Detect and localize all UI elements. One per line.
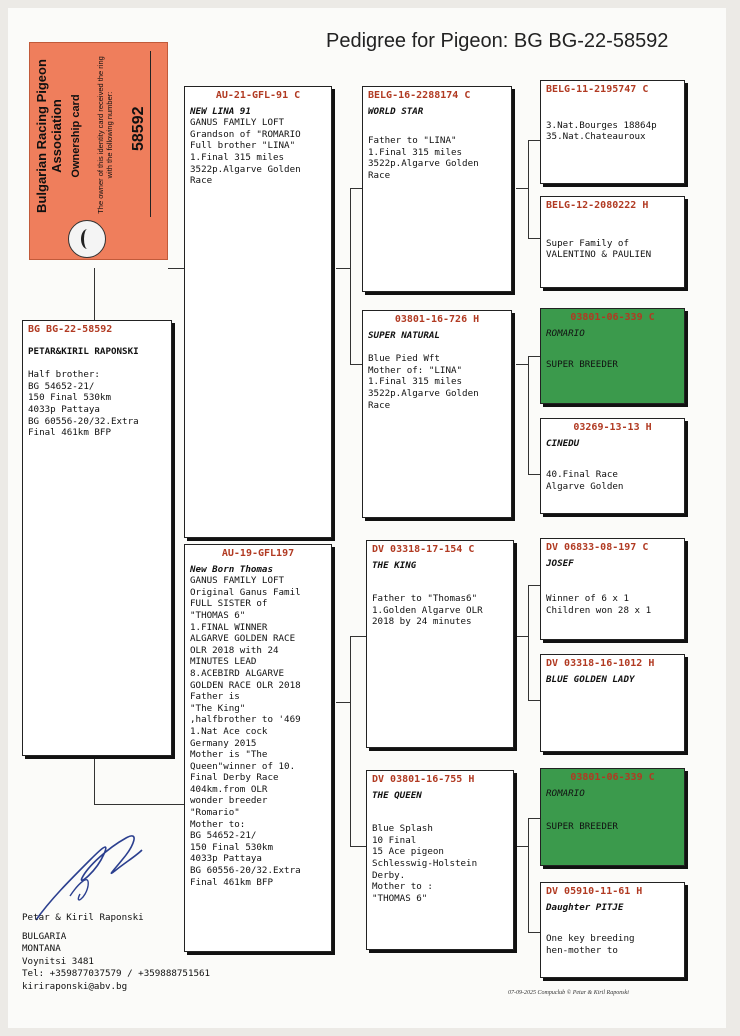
connector xyxy=(528,585,529,700)
pigeon-name: CINEDU xyxy=(546,437,580,449)
dam-sire-dam-box xyxy=(540,654,685,752)
sire-dam-box xyxy=(362,310,512,518)
dam-sire-sire-box xyxy=(540,538,685,640)
ring-number: BELG-12-2080222 H xyxy=(546,200,649,211)
ring-number: AU-21-GFL-91 C xyxy=(215,90,301,101)
pigeon-notes: GANUS FAMILY LOFT Grandson of "ROMARIO Full brother "LINA" 1.Final 315 miles 3522p.Algarve Golden Race xyxy=(190,117,301,187)
breeder-email: kiriraponski@abv.bg xyxy=(22,980,128,992)
pigeon-name: ROMARIO xyxy=(546,327,585,339)
pigeon-notes: Blue Pied Wft Mother of: "LINA" 1.Final 315 miles 3522p.Algarve Golden Race xyxy=(368,353,479,411)
ring-number: 03801-06-339 C xyxy=(570,772,655,783)
connector xyxy=(94,758,95,804)
pigeon-notes: Super Family of VALENTINO & PAULIEN xyxy=(546,237,652,261)
breeder-country: BULGARIA xyxy=(22,930,67,942)
ring-number: DV 03801-16-755 H xyxy=(372,774,475,785)
breeder-region: MONTANA xyxy=(22,943,61,955)
pigeon-notes: GANUS FAMILY LOFT Original Ganus Famil FULL SISTER of "THOMAS 6" 1.FINAL WINNER ALGARVE GOLDEN RACE OLR 2018 with 24 MINUTES LEAD 8.ACEBIRD ALGARVE GOLDEN RACE OLR 2018 Father is "The King" ,halfbrother to '469 1.Nat Ace cock Germany 2015 Mother is "The Queen"winner of 10. Final Derby Race 404km.from OLR wonder breeder "Romario" Mother to: BG 54652-21/ 150 Final 530km 4033p Pattaya BG 60556-20/32.Extra Final 461km BFP xyxy=(190,575,301,888)
ring-number: DV 03318-17-154 C xyxy=(372,544,475,555)
pigeon-notes: 3.Nat.Bourges 18864p 35.Nat.Chateauroux xyxy=(546,119,657,143)
dam-dam-dam-box xyxy=(540,882,685,978)
connector xyxy=(94,804,184,805)
sire-box xyxy=(184,86,332,538)
connector xyxy=(528,356,529,474)
pigeon-name: Daughter PITJE xyxy=(546,901,624,913)
subject-pigeon-box xyxy=(22,320,172,756)
pigeon-notes: 40.Final Race Algarve Golden xyxy=(546,469,624,492)
sire-dam-dam-box xyxy=(540,418,685,514)
pigeon-name: BLUE GOLDEN LADY xyxy=(546,673,635,685)
connector xyxy=(336,268,350,269)
pigeon-name: ROMARIO xyxy=(546,787,585,799)
sire-sire-sire-box xyxy=(540,80,685,184)
pigeon-name: THE QUEEN xyxy=(372,789,422,801)
ring-number: BELG-16-2288174 C xyxy=(368,90,471,101)
connector xyxy=(350,188,351,364)
card-ring-number: 58592 xyxy=(130,106,147,151)
pigeon-notes: One key breeding hen-mother to xyxy=(546,933,635,956)
footer-credit: 07-09-2025 Compuclub © Petar & Kiril Raponski xyxy=(508,990,629,996)
pigeon-notes: Winner of 6 x 1 Children won 28 x 1 xyxy=(546,593,652,616)
card-title: Ownership card xyxy=(70,94,82,178)
ring-number: 03801-16-726 H xyxy=(394,314,480,325)
pigeon-name: SUPER NATURAL xyxy=(368,329,440,341)
ring-number: BG BG-22-58592 xyxy=(28,324,113,335)
pigeon-notes: Father to "Thomas6" 1.Golden Algarve OLR 2018 by 24 minutes xyxy=(372,593,483,628)
sire-dam-sire-box xyxy=(540,308,685,404)
pigeon-name: New Born Thomas xyxy=(190,563,273,575)
card-text: The owner of this identity card received the ring with the following number: xyxy=(96,56,114,214)
breeder-address xyxy=(22,912,210,994)
dam-dam-sire-box xyxy=(540,768,685,866)
connector xyxy=(528,140,529,238)
ring-number: DV 03318-16-1012 H xyxy=(546,658,655,669)
connector xyxy=(516,364,528,365)
ring-number: DV 05910-11-61 H xyxy=(546,886,643,897)
pigeon-notes: Father to "LINA" 1.Final 315 miles 3522p.Algarve Golden Race xyxy=(368,135,479,181)
owner-name: PETAR&KIRIL RAPONSKI xyxy=(28,345,139,357)
pigeon-name: JOSEF xyxy=(546,557,574,569)
connector xyxy=(516,188,528,189)
connector xyxy=(516,636,528,637)
pigeon-notes: Blue Splash 10 Final 15 Ace pigeon Schlesswig-Holstein Derby. Mother to : "THOMAS 6" xyxy=(372,823,478,904)
ring-number: AU-19-GFL197 xyxy=(221,548,295,559)
pigeon-notes: Half brother: BG 54652-21/ 150 Final 530km 4033p Pattaya BG 60556-20/32.Extra Final 461km BFP xyxy=(28,369,139,439)
sire-sire-dam-box xyxy=(540,196,685,288)
connector xyxy=(516,846,528,847)
dam-sire-box xyxy=(366,540,514,748)
connector xyxy=(168,268,184,269)
ring-number: BELG-11-2195747 C xyxy=(546,84,649,95)
connector xyxy=(94,268,95,322)
association-name: Bulgarian Racing Pigeon Association xyxy=(34,59,64,213)
card-underline xyxy=(150,51,151,217)
connector xyxy=(336,702,350,703)
page-title: Pedigree for Pigeon: BG BG-22-58592 xyxy=(326,30,669,52)
dam-dam-box xyxy=(366,770,514,950)
connector xyxy=(350,636,351,846)
pigeon-name: WORLD STAR xyxy=(368,105,424,117)
ring-number: DV 06833-08-197 C xyxy=(546,542,649,553)
dam-box xyxy=(184,544,332,952)
breeder-street: Voynitsi 3481 xyxy=(22,955,94,967)
pigeon-notes: SUPER BREEDER xyxy=(546,821,618,833)
ring-number: 03269-13-13 H xyxy=(573,422,652,433)
connector xyxy=(528,818,529,932)
breeder-phone: Tel: +359877037579 / +359888751561 xyxy=(22,968,211,980)
sire-sire-box xyxy=(362,86,512,292)
ownership-card xyxy=(29,42,168,260)
pigeon-notes: SUPER BREEDER xyxy=(546,359,618,371)
ring-number: 03801-06-339 C xyxy=(570,312,655,323)
association-logo xyxy=(68,220,106,258)
pigeon-name: NEW LINA 91 xyxy=(190,105,251,117)
pigeon-name: THE KING xyxy=(372,559,417,571)
breeder-name: Petar & Kiril Raponski xyxy=(22,912,144,923)
